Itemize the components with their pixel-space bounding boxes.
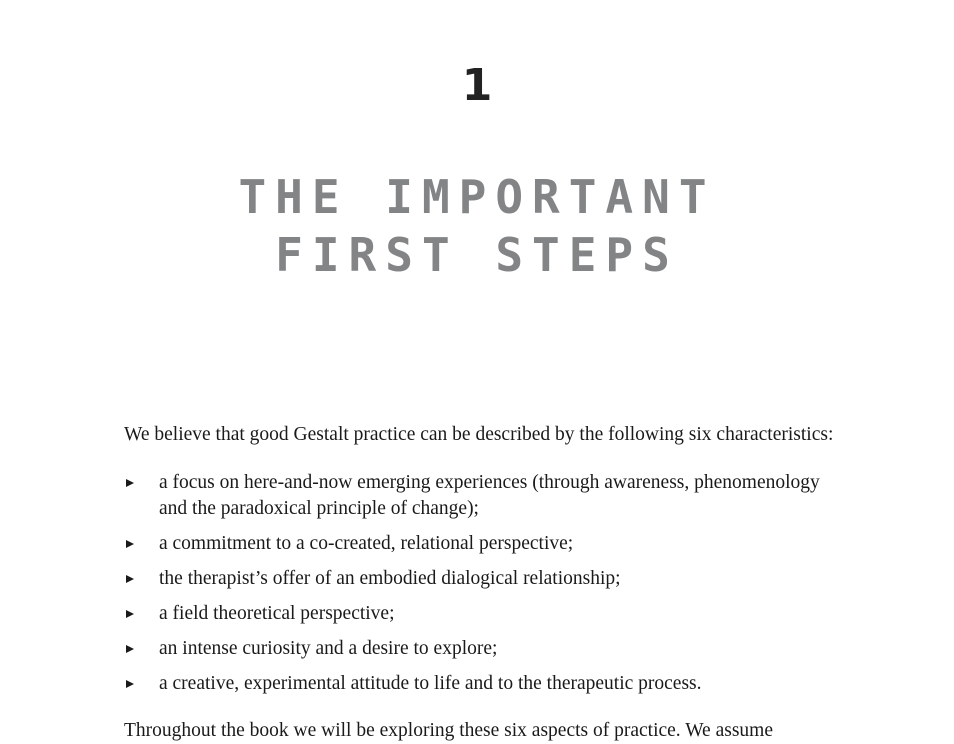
bullet-triangle-icon <box>126 575 134 583</box>
list-item-text: an intense curiosity and a desire to explore; <box>159 638 498 659</box>
list-item-text: a commitment to a co-created, relational perspective; <box>159 533 574 554</box>
bullet-triangle-icon <box>126 540 134 548</box>
list-item <box>124 470 844 522</box>
list-item-text: a creative, experimental attitude to life and to the therapeutic process. <box>159 673 702 694</box>
bullet-triangle-icon <box>126 680 134 688</box>
list-item-text: the therapist’s offer of an embodied dialogical relationship; <box>159 568 621 589</box>
list-item <box>124 531 844 557</box>
list-item <box>124 601 844 627</box>
bullet-triangle-icon <box>126 645 134 653</box>
list-item <box>124 566 844 592</box>
chapter-number: 1 <box>461 60 493 111</box>
partial-next-paragraph: Throughout the book we will be exploring these six aspects of practice. We assume <box>124 720 773 741</box>
list-item <box>124 636 844 662</box>
list-item <box>124 671 844 697</box>
chapter-title-line-1: THE IMPORTANT <box>238 170 716 224</box>
bullet-triangle-icon <box>126 479 134 487</box>
list-item-text: a focus on here-and-now emerging experiences (through awareness, phenomenology and the paradoxical principle of change); <box>159 472 820 519</box>
list-item-text: a field theoretical perspective; <box>159 603 395 624</box>
bullet-triangle-icon <box>126 610 134 618</box>
chapter-title-line-2: FIRST STEPS <box>275 228 679 282</box>
intro-paragraph: We believe that good Gestalt practice can be described by the following six characteristics: <box>124 424 834 445</box>
chapter-title <box>0 168 954 284</box>
characteristics-list <box>124 470 844 706</box>
